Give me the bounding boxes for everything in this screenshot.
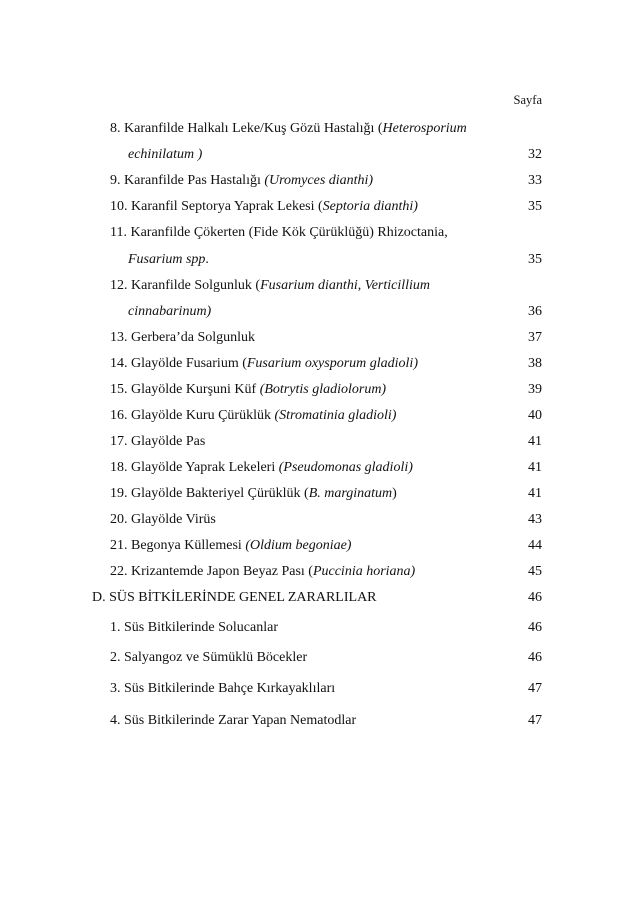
toc-entry-title-text: 9. Karanfilde Pas Hastalığı: [110, 173, 265, 188]
toc-entry-title-text: 3. Süs Bitkilerinde Bahçe Kırkayaklıları: [110, 681, 336, 696]
toc-entry-title-text: 2. Salyangoz ve Sümüklü Böcekler: [110, 650, 308, 665]
toc-entry-title: [110, 459, 413, 477]
toc-entry-page-number: 47: [528, 713, 542, 728]
toc-entry-title: [110, 224, 448, 242]
toc-entry-page-number: 38: [528, 356, 542, 371]
toc-entry-page-number: 41: [528, 434, 542, 449]
toc-entry-title: [110, 120, 467, 138]
toc-entry-page-number: 35: [528, 199, 542, 214]
toc-entry-title-text: 8. Karanfilde Halkalı Leke/Kuş Gözü Hastalığı (: [110, 121, 383, 136]
toc-entry-title: [110, 198, 418, 216]
toc-entry-title-italic: Heterosporium: [382, 121, 467, 136]
toc-entry-page-number: 45: [528, 564, 542, 579]
toc-entry-page-number: 36: [528, 304, 542, 319]
toc-entry-title: [92, 589, 377, 607]
toc-entry-title-text: 15. Glayölde Kurşuni Küf: [110, 382, 260, 397]
toc-entry-title: [128, 146, 202, 164]
toc-entry-title-text: 12. Karanfilde Solgunluk (: [110, 278, 261, 293]
toc-entry-page-number: 46: [528, 620, 542, 635]
toc-entry-title: [110, 329, 255, 347]
toc-entry-page-number: 46: [528, 590, 542, 605]
toc-entry-page-number: 44: [528, 538, 542, 553]
toc-entry-title: [110, 433, 205, 451]
toc-entry-title-italic: (Pseudomonas gladioli): [278, 460, 413, 475]
toc-entry-title: [110, 712, 356, 730]
toc-entry-title: [110, 407, 396, 425]
toc-entry-title: [128, 251, 209, 269]
toc-entry-title-italic: cinnabarinum): [128, 304, 212, 319]
toc-entry-title-text: 11. Karanfilde Çökerten (Fide Kök Çürüklüğü) Rhizoctania,: [110, 225, 448, 240]
toc-entry-title: [110, 511, 216, 529]
toc-entry-title-italic: (Oldium begoniae): [245, 538, 352, 553]
toc-entry-title: [110, 277, 430, 295]
toc-entry-title: [110, 649, 307, 667]
toc-entry-title: [110, 563, 415, 581]
toc-entry-title-text: 22. Krizantemde Japon Beyaz Pası (: [110, 564, 313, 579]
toc-entry-page-number: 40: [528, 408, 542, 423]
toc-entry-title-italic: Puccinia horiana): [312, 564, 416, 579]
toc-entry-page-number: 32: [528, 147, 542, 162]
toc-entry-title-text: .: [205, 252, 209, 267]
toc-entry-page-number: 43: [528, 512, 542, 527]
toc-entry-title-italic: Fusarium oxysporum gladioli): [246, 356, 418, 371]
toc-entry-page-number: 35: [528, 252, 542, 267]
toc-entry-title-italic: (Stromatinia gladioli): [274, 408, 397, 423]
toc-entry-title-text: ): [392, 486, 397, 501]
toc-entry-title-text: 13. Gerbera’da Solgunluk: [110, 330, 256, 345]
toc-entry-title: [110, 381, 386, 399]
toc-entry-title-text: 16. Glayölde Kuru Çürüklük: [110, 408, 275, 423]
toc-entry-page-number: 37: [528, 330, 542, 345]
toc-entry-title: [110, 485, 397, 503]
toc-entry-page-number: 46: [528, 650, 542, 665]
toc-entry-title: [110, 172, 373, 190]
toc-entry-page-number: 41: [528, 460, 542, 475]
toc-entry-title-italic: Fusarium dianthi, Verticillium: [260, 278, 431, 293]
toc-entry-page-number: 41: [528, 486, 542, 501]
toc-entry-title: [110, 537, 351, 555]
toc-entry-title-text: 10. Karanfil Septorya Yaprak Lekesi (: [110, 199, 323, 214]
toc-entry-title: [110, 680, 335, 698]
toc-entry-title: [128, 303, 211, 321]
toc-entry-title: [110, 619, 278, 637]
toc-entry-title-italic: echinilatum ): [128, 147, 203, 162]
toc-entry-title-italic: (Uromyces dianthi): [264, 173, 374, 188]
page-column-header: Sayfa: [513, 93, 542, 107]
toc-entry-title-text: 19. Glayölde Bakteriyel Çürüklük (: [110, 486, 309, 501]
toc-entry-title-text: 14. Glayölde Fusarium (: [110, 356, 247, 371]
toc-entry-title-text: 1. Süs Bitkilerinde Solucanlar: [110, 620, 278, 635]
toc-entry-title-text: D. SÜS BİTKİLERİNDE GENEL ZARARLILAR: [92, 590, 377, 605]
toc-entry-title-text: 20. Glayölde Virüs: [110, 512, 216, 527]
toc-entry-title-text: 17. Glayölde Pas: [110, 434, 206, 449]
toc-entry-title-italic: B. marginatum: [308, 486, 393, 501]
toc-entry-title-italic: Septoria dianthi): [322, 199, 418, 214]
toc-entry-title-text: 4. Süs Bitkilerinde Zarar Yapan Nematodlar: [110, 713, 357, 728]
toc-entry-title-text: 18. Glayölde Yaprak Lekeleri: [110, 460, 279, 475]
toc-entry-page-number: 39: [528, 382, 542, 397]
toc-entry-title-italic: Fusarium spp: [128, 252, 206, 267]
toc-entry-page-number: 47: [528, 681, 542, 696]
toc-entry-title-italic: (Botrytis gladiolorum): [259, 382, 387, 397]
toc-entry-title: [110, 355, 418, 373]
toc-entry-page-number: 33: [528, 173, 542, 188]
toc-entry-title-text: 21. Begonya Küllemesi: [110, 538, 246, 553]
